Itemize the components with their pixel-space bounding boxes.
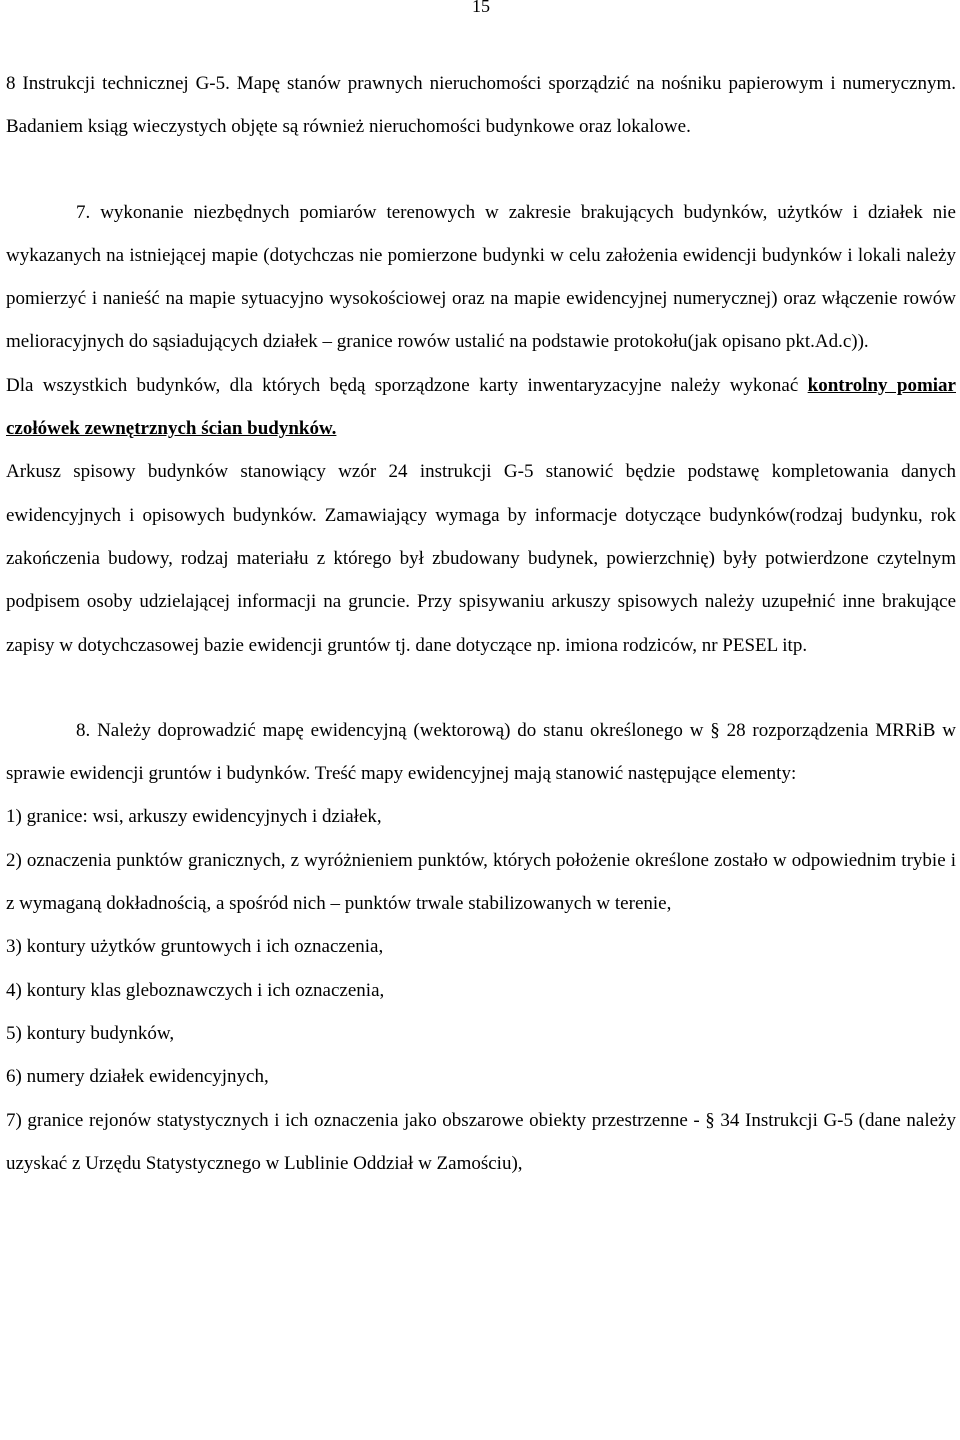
- paragraph-item-7: 7. wykonanie niezbędnych pomiarów terenowych w zakresie brakujących budynków, użytków i działek nie wykazanych na istniejącej mapie (dotychczas nie pomierzone budynki w celu założenia ewidencji budynków i lokali należy pomierzyć i nanieść na mapie sytuacyjno wysokościowej oraz na mapie ewidencyjnej numerycznej) oraz włączenie rowów melioracyjnych do sąsiadujących działek – granice rowów ustalić na podstawie protokołu(jak opisano pkt.Ad.c)).: [6, 201, 956, 353]
- paragraph-control-measurement: [6, 364, 956, 451]
- paragraph-item-8: 8. Należy doprowadzić mapę ewidencyjną (wektorową) do stanu określonego w § 28 rozporządzenia MRRiB w sprawie ewidencji gruntów i budynków. Treść mapy ewidencyjnej mają stanowić następujące elementy:: [6, 719, 956, 785]
- paragraph-inventory-sheet: Arkusz spisowy budynków stanowiący wzór 24 instrukcji G-5 stanowić będzie podstawę kompletowania danych ewidencyjnych i opisowych budynków. Zamawiający wymaga by informacje dotyczące budynków(rodzaj budynku, rok zakończenia budowy, rodzaj materiału z którego był zbudowany budynek, powierzchnię) były potwierdzone czytelnym podpisem osoby udzielającej informacji na gruncie. Przy spisywaniu arkuszy spisowych należy uzupełnić inne brakujące zapisy w dotychczasowej bazie ewidencji gruntów tj. dane dotyczące np. imiona rodziców, nr PESEL itp.: [6, 461, 956, 656]
- list-item: 3) kontury użytków gruntowych i ich oznaczenia,: [6, 936, 384, 958]
- list-item: 2) oznaczenia punktów granicznych, z wyróżnieniem punktów, których położenie określone zostało w odpowiednim trybie i z wymaganą dokładnością, a spośród nich – punktów trwale stabilizowanych w terenie,: [6, 849, 956, 915]
- list-item: 7) granice rejonów statystycznych i ich oznaczenia jako obszarowe obiekty przestrzenne - § 34 Instrukcji G-5 (dane należy uzyskać z Urzędu Statystycznego w Lublinie Oddział w Zamościu),: [6, 1109, 956, 1174]
- control-measurement-text: Dla wszystkich budynków, dla których będą sporządzone karty inwentaryzacyjne należy wykonać: [6, 374, 808, 396]
- control-measurement-emphasis: kontrolny pomiar czołówek zewnętrznych ścian budynków.: [6, 374, 956, 440]
- list-item: 1) granice: wsi, arkuszy ewidencyjnych i działek,: [6, 806, 382, 828]
- page-number: 15: [472, 0, 490, 16]
- paragraph-continuation: 8 Instrukcji technicznej G-5. Mapę stanów prawnych nieruchomości sporządzić na nośniku papierowym i numerycznym. Badaniem ksiąg wieczystych objęte są również nieruchomości budynkowe oraz lokalowe.: [6, 73, 956, 138]
- list-item: 5) kontury budynków,: [6, 1022, 175, 1044]
- document-body: [6, 62, 956, 1185]
- list-item: 4) kontury klas gleboznawczych i ich oznaczenia,: [6, 979, 385, 1001]
- list-item: 6) numery działek ewidencyjnych,: [6, 1066, 269, 1088]
